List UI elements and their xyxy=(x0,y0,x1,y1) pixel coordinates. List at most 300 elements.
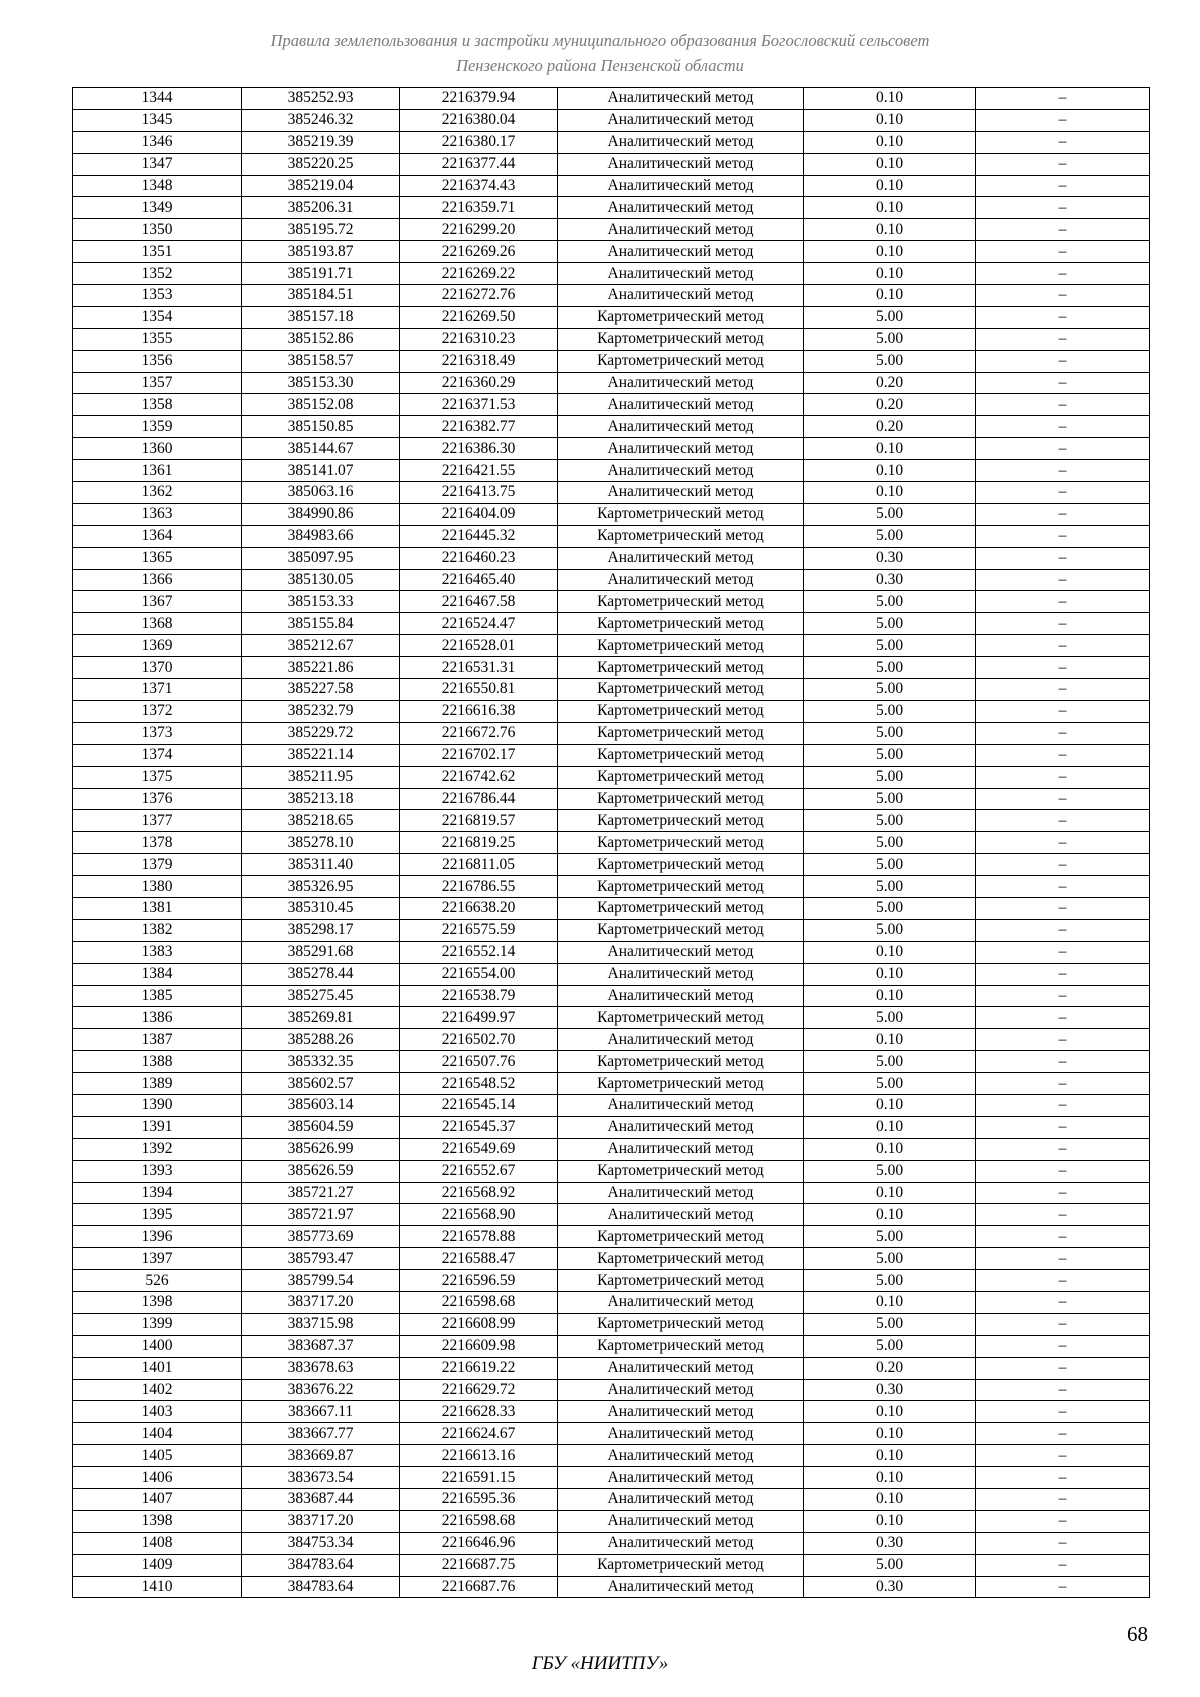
y-coordinate-cell: 2216588.47 xyxy=(400,1248,558,1270)
accuracy-cell: 0.30 xyxy=(804,1379,976,1401)
x-coordinate-cell: 385150.85 xyxy=(242,416,400,438)
x-coordinate-cell: 385298.17 xyxy=(242,919,400,941)
point-number-cell: 1352 xyxy=(73,263,242,285)
method-cell: Картометрический метод xyxy=(558,744,804,766)
table-row xyxy=(73,766,1150,788)
note-cell: – xyxy=(976,306,1150,328)
x-coordinate-cell: 384990.86 xyxy=(242,503,400,525)
y-coordinate-cell: 2216568.90 xyxy=(400,1204,558,1226)
table-row xyxy=(73,1401,1150,1423)
method-cell: Картометрический метод xyxy=(558,306,804,328)
method-cell: Аналитический метод xyxy=(558,416,804,438)
point-number-cell: 1388 xyxy=(73,1051,242,1073)
x-coordinate-cell: 385184.51 xyxy=(242,285,400,307)
note-cell: – xyxy=(976,1204,1150,1226)
x-coordinate-cell: 385097.95 xyxy=(242,547,400,569)
accuracy-cell: 5.00 xyxy=(804,744,976,766)
table-row xyxy=(73,263,1150,285)
point-number-cell: 1385 xyxy=(73,985,242,1007)
y-coordinate-cell: 2216360.29 xyxy=(400,372,558,394)
x-coordinate-cell: 385155.84 xyxy=(242,613,400,635)
method-cell: Картометрический метод xyxy=(558,1051,804,1073)
method-cell: Аналитический метод xyxy=(558,197,804,219)
y-coordinate-cell: 2216467.58 xyxy=(400,591,558,613)
table-row xyxy=(73,460,1150,482)
x-coordinate-cell: 385229.72 xyxy=(242,722,400,744)
x-coordinate-cell: 384983.66 xyxy=(242,525,400,547)
table-row xyxy=(73,88,1150,110)
x-coordinate-cell: 383667.11 xyxy=(242,1401,400,1423)
accuracy-cell: 5.00 xyxy=(804,788,976,810)
accuracy-cell: 0.10 xyxy=(804,263,976,285)
x-coordinate-cell: 385220.25 xyxy=(242,153,400,175)
method-cell: Картометрический метод xyxy=(558,503,804,525)
point-number-cell: 1390 xyxy=(73,1094,242,1116)
method-cell: Картометрический метод xyxy=(558,525,804,547)
point-number-cell: 1374 xyxy=(73,744,242,766)
point-number-cell: 1397 xyxy=(73,1248,242,1270)
method-cell: Картометрический метод xyxy=(558,657,804,679)
method-cell: Аналитический метод xyxy=(558,1489,804,1511)
table-row xyxy=(73,1160,1150,1182)
note-cell: – xyxy=(976,1160,1150,1182)
note-cell: – xyxy=(976,1467,1150,1489)
document-header xyxy=(0,28,1200,78)
method-cell: Аналитический метод xyxy=(558,219,804,241)
accuracy-cell: 0.10 xyxy=(804,109,976,131)
note-cell: – xyxy=(976,372,1150,394)
y-coordinate-cell: 2216404.09 xyxy=(400,503,558,525)
accuracy-cell: 0.10 xyxy=(804,219,976,241)
x-coordinate-cell: 385602.57 xyxy=(242,1073,400,1095)
note-cell: – xyxy=(976,1576,1150,1598)
table-row xyxy=(73,613,1150,635)
point-number-cell: 1358 xyxy=(73,394,242,416)
point-number-cell: 1348 xyxy=(73,175,242,197)
table-row xyxy=(73,131,1150,153)
method-cell: Аналитический метод xyxy=(558,1467,804,1489)
table-row xyxy=(73,1357,1150,1379)
x-coordinate-cell: 385195.72 xyxy=(242,219,400,241)
x-coordinate-cell: 385206.31 xyxy=(242,197,400,219)
accuracy-cell: 5.00 xyxy=(804,919,976,941)
method-cell: Аналитический метод xyxy=(558,1510,804,1532)
y-coordinate-cell: 2216272.76 xyxy=(400,285,558,307)
y-coordinate-cell: 2216538.79 xyxy=(400,985,558,1007)
accuracy-cell: 0.30 xyxy=(804,1576,976,1598)
accuracy-cell: 0.20 xyxy=(804,372,976,394)
table-row xyxy=(73,1051,1150,1073)
table-row xyxy=(73,1335,1150,1357)
table-row xyxy=(73,1489,1150,1511)
y-coordinate-cell: 2216616.38 xyxy=(400,700,558,722)
point-number-cell: 1355 xyxy=(73,328,242,350)
table-row xyxy=(73,525,1150,547)
table-row xyxy=(73,722,1150,744)
x-coordinate-cell: 383673.54 xyxy=(242,1467,400,1489)
method-cell: Картометрический метод xyxy=(558,350,804,372)
note-cell: – xyxy=(976,503,1150,525)
x-coordinate-cell: 385721.27 xyxy=(242,1182,400,1204)
note-cell: – xyxy=(976,175,1150,197)
x-coordinate-cell: 385193.87 xyxy=(242,241,400,263)
table-row xyxy=(73,919,1150,941)
accuracy-cell: 0.10 xyxy=(804,1423,976,1445)
point-number-cell: 1377 xyxy=(73,810,242,832)
point-number-cell: 1389 xyxy=(73,1073,242,1095)
table-row xyxy=(73,744,1150,766)
point-number-cell: 1350 xyxy=(73,219,242,241)
method-cell: Картометрический метод xyxy=(558,328,804,350)
table-row xyxy=(73,1029,1150,1051)
y-coordinate-cell: 2216269.50 xyxy=(400,306,558,328)
method-cell: Аналитический метод xyxy=(558,1138,804,1160)
point-number-cell: 526 xyxy=(73,1270,242,1292)
point-number-cell: 1391 xyxy=(73,1116,242,1138)
x-coordinate-cell: 385278.44 xyxy=(242,963,400,985)
note-cell: – xyxy=(976,460,1150,482)
x-coordinate-cell: 385326.95 xyxy=(242,876,400,898)
x-coordinate-cell: 385213.18 xyxy=(242,788,400,810)
method-cell: Картометрический метод xyxy=(558,613,804,635)
accuracy-cell: 5.00 xyxy=(804,306,976,328)
y-coordinate-cell: 2216269.22 xyxy=(400,263,558,285)
point-number-cell: 1354 xyxy=(73,306,242,328)
point-number-cell: 1372 xyxy=(73,700,242,722)
method-cell: Аналитический метод xyxy=(558,1291,804,1313)
accuracy-cell: 0.10 xyxy=(804,1182,976,1204)
y-coordinate-cell: 2216575.59 xyxy=(400,919,558,941)
y-coordinate-cell: 2216819.57 xyxy=(400,810,558,832)
x-coordinate-cell: 385221.86 xyxy=(242,657,400,679)
table-row xyxy=(73,372,1150,394)
x-coordinate-cell: 383678.63 xyxy=(242,1357,400,1379)
note-cell: – xyxy=(976,1291,1150,1313)
accuracy-cell: 5.00 xyxy=(804,832,976,854)
y-coordinate-cell: 2216380.04 xyxy=(400,109,558,131)
accuracy-cell: 5.00 xyxy=(804,766,976,788)
note-cell: – xyxy=(976,394,1150,416)
table-row xyxy=(73,416,1150,438)
table-row xyxy=(73,394,1150,416)
x-coordinate-cell: 383717.20 xyxy=(242,1510,400,1532)
method-cell: Картометрический метод xyxy=(558,700,804,722)
method-cell: Аналитический метод xyxy=(558,153,804,175)
x-coordinate-cell: 384783.64 xyxy=(242,1554,400,1576)
method-cell: Аналитический метод xyxy=(558,372,804,394)
point-number-cell: 1371 xyxy=(73,679,242,701)
point-number-cell: 1368 xyxy=(73,613,242,635)
page-number: 68 xyxy=(1127,1622,1148,1646)
accuracy-cell: 5.00 xyxy=(804,1270,976,1292)
method-cell: Аналитический метод xyxy=(558,88,804,110)
table-row xyxy=(73,897,1150,919)
accuracy-cell: 5.00 xyxy=(804,1160,976,1182)
y-coordinate-cell: 2216380.17 xyxy=(400,131,558,153)
method-cell: Аналитический метод xyxy=(558,241,804,263)
note-cell: – xyxy=(976,1313,1150,1335)
note-cell: – xyxy=(976,635,1150,657)
y-coordinate-cell: 2216608.99 xyxy=(400,1313,558,1335)
y-coordinate-cell: 2216382.77 xyxy=(400,416,558,438)
method-cell: Аналитический метод xyxy=(558,438,804,460)
table-row xyxy=(73,810,1150,832)
y-coordinate-cell: 2216702.17 xyxy=(400,744,558,766)
note-cell: – xyxy=(976,1423,1150,1445)
method-cell: Картометрический метод xyxy=(558,897,804,919)
note-cell: – xyxy=(976,1007,1150,1029)
x-coordinate-cell: 385246.32 xyxy=(242,109,400,131)
accuracy-cell: 0.20 xyxy=(804,394,976,416)
method-cell: Аналитический метод xyxy=(558,985,804,1007)
note-cell: – xyxy=(976,109,1150,131)
table-row xyxy=(73,547,1150,569)
method-cell: Картометрический метод xyxy=(558,1226,804,1248)
point-number-cell: 1370 xyxy=(73,657,242,679)
y-coordinate-cell: 2216502.70 xyxy=(400,1029,558,1051)
y-coordinate-cell: 2216524.47 xyxy=(400,613,558,635)
point-number-cell: 1400 xyxy=(73,1335,242,1357)
note-cell: – xyxy=(976,1489,1150,1511)
x-coordinate-cell: 385191.71 xyxy=(242,263,400,285)
y-coordinate-cell: 2216359.71 xyxy=(400,197,558,219)
coordinates-table xyxy=(72,87,1150,1598)
point-number-cell: 1381 xyxy=(73,897,242,919)
point-number-cell: 1398 xyxy=(73,1291,242,1313)
point-number-cell: 1347 xyxy=(73,153,242,175)
x-coordinate-cell: 385291.68 xyxy=(242,941,400,963)
note-cell: – xyxy=(976,1510,1150,1532)
x-coordinate-cell: 385604.59 xyxy=(242,1116,400,1138)
accuracy-cell: 5.00 xyxy=(804,1051,976,1073)
table-row xyxy=(73,241,1150,263)
method-cell: Картометрический метод xyxy=(558,810,804,832)
y-coordinate-cell: 2216548.52 xyxy=(400,1073,558,1095)
table-row xyxy=(73,1532,1150,1554)
y-coordinate-cell: 2216811.05 xyxy=(400,854,558,876)
accuracy-cell: 5.00 xyxy=(804,679,976,701)
note-cell: – xyxy=(976,1226,1150,1248)
note-cell: – xyxy=(976,1051,1150,1073)
accuracy-cell: 0.20 xyxy=(804,1357,976,1379)
note-cell: – xyxy=(976,88,1150,110)
point-number-cell: 1387 xyxy=(73,1029,242,1051)
point-number-cell: 1408 xyxy=(73,1532,242,1554)
method-cell: Картометрический метод xyxy=(558,1554,804,1576)
method-cell: Картометрический метод xyxy=(558,788,804,810)
note-cell: – xyxy=(976,657,1150,679)
accuracy-cell: 0.10 xyxy=(804,985,976,1007)
note-cell: – xyxy=(976,1554,1150,1576)
point-number-cell: 1378 xyxy=(73,832,242,854)
method-cell: Аналитический метод xyxy=(558,263,804,285)
note-cell: – xyxy=(976,547,1150,569)
table-row xyxy=(73,876,1150,898)
note-cell: – xyxy=(976,1445,1150,1467)
point-number-cell: 1393 xyxy=(73,1160,242,1182)
x-coordinate-cell: 385227.58 xyxy=(242,679,400,701)
x-coordinate-cell: 383717.20 xyxy=(242,1291,400,1313)
method-cell: Аналитический метод xyxy=(558,109,804,131)
table-row xyxy=(73,1291,1150,1313)
x-coordinate-cell: 385332.35 xyxy=(242,1051,400,1073)
table-row xyxy=(73,591,1150,613)
table-row xyxy=(73,109,1150,131)
method-cell: Картометрический метод xyxy=(558,832,804,854)
y-coordinate-cell: 2216531.31 xyxy=(400,657,558,679)
x-coordinate-cell: 383667.77 xyxy=(242,1423,400,1445)
accuracy-cell: 5.00 xyxy=(804,897,976,919)
x-coordinate-cell: 385212.67 xyxy=(242,635,400,657)
y-coordinate-cell: 2216269.26 xyxy=(400,241,558,263)
table-row xyxy=(73,1094,1150,1116)
note-cell: – xyxy=(976,1335,1150,1357)
method-cell: Картометрический метод xyxy=(558,854,804,876)
accuracy-cell: 0.10 xyxy=(804,963,976,985)
note-cell: – xyxy=(976,350,1150,372)
method-cell: Аналитический метод xyxy=(558,1116,804,1138)
point-number-cell: 1398 xyxy=(73,1510,242,1532)
accuracy-cell: 5.00 xyxy=(804,328,976,350)
table-row xyxy=(73,985,1150,1007)
y-coordinate-cell: 2216374.43 xyxy=(400,175,558,197)
y-coordinate-cell: 2216819.25 xyxy=(400,832,558,854)
y-coordinate-cell: 2216624.67 xyxy=(400,1423,558,1445)
note-cell: – xyxy=(976,613,1150,635)
table-row xyxy=(73,1116,1150,1138)
point-number-cell: 1382 xyxy=(73,919,242,941)
y-coordinate-cell: 2216786.44 xyxy=(400,788,558,810)
y-coordinate-cell: 2216628.33 xyxy=(400,1401,558,1423)
point-number-cell: 1351 xyxy=(73,241,242,263)
y-coordinate-cell: 2216613.16 xyxy=(400,1445,558,1467)
method-cell: Картометрический метод xyxy=(558,1335,804,1357)
y-coordinate-cell: 2216371.53 xyxy=(400,394,558,416)
x-coordinate-cell: 385141.07 xyxy=(242,460,400,482)
accuracy-cell: 5.00 xyxy=(804,635,976,657)
table-row xyxy=(73,1576,1150,1598)
table-row xyxy=(73,482,1150,504)
accuracy-cell: 0.10 xyxy=(804,438,976,460)
x-coordinate-cell: 385130.05 xyxy=(242,569,400,591)
method-cell: Аналитический метод xyxy=(558,1576,804,1598)
note-cell: – xyxy=(976,985,1150,1007)
y-coordinate-cell: 2216638.20 xyxy=(400,897,558,919)
accuracy-cell: 0.10 xyxy=(804,285,976,307)
point-number-cell: 1344 xyxy=(73,88,242,110)
point-number-cell: 1380 xyxy=(73,876,242,898)
accuracy-cell: 5.00 xyxy=(804,1313,976,1335)
point-number-cell: 1367 xyxy=(73,591,242,613)
note-cell: – xyxy=(976,1029,1150,1051)
method-cell: Картометрический метод xyxy=(558,1007,804,1029)
note-cell: – xyxy=(976,1116,1150,1138)
point-number-cell: 1365 xyxy=(73,547,242,569)
accuracy-cell: 0.10 xyxy=(804,1029,976,1051)
note-cell: – xyxy=(976,1401,1150,1423)
accuracy-cell: 0.10 xyxy=(804,1489,976,1511)
x-coordinate-cell: 385158.57 xyxy=(242,350,400,372)
x-coordinate-cell: 384753.34 xyxy=(242,1532,400,1554)
x-coordinate-cell: 385773.69 xyxy=(242,1226,400,1248)
note-cell: – xyxy=(976,438,1150,460)
x-coordinate-cell: 385603.14 xyxy=(242,1094,400,1116)
y-coordinate-cell: 2216578.88 xyxy=(400,1226,558,1248)
point-number-cell: 1366 xyxy=(73,569,242,591)
accuracy-cell: 0.10 xyxy=(804,175,976,197)
table-row xyxy=(73,569,1150,591)
method-cell: Аналитический метод xyxy=(558,175,804,197)
note-cell: – xyxy=(976,810,1150,832)
accuracy-cell: 5.00 xyxy=(804,1007,976,1029)
y-coordinate-cell: 2216687.75 xyxy=(400,1554,558,1576)
accuracy-cell: 0.10 xyxy=(804,1116,976,1138)
y-coordinate-cell: 2216552.14 xyxy=(400,941,558,963)
y-coordinate-cell: 2216545.14 xyxy=(400,1094,558,1116)
method-cell: Аналитический метод xyxy=(558,1379,804,1401)
note-cell: – xyxy=(976,482,1150,504)
y-coordinate-cell: 2216672.76 xyxy=(400,722,558,744)
point-number-cell: 1399 xyxy=(73,1313,242,1335)
method-cell: Картометрический метод xyxy=(558,591,804,613)
accuracy-cell: 0.10 xyxy=(804,1467,976,1489)
note-cell: – xyxy=(976,285,1150,307)
accuracy-cell: 0.10 xyxy=(804,482,976,504)
table-row xyxy=(73,832,1150,854)
note-cell: – xyxy=(976,328,1150,350)
y-coordinate-cell: 2216598.68 xyxy=(400,1291,558,1313)
note-cell: – xyxy=(976,1379,1150,1401)
accuracy-cell: 0.10 xyxy=(804,941,976,963)
x-coordinate-cell: 385219.39 xyxy=(242,131,400,153)
x-coordinate-cell: 383687.37 xyxy=(242,1335,400,1357)
point-number-cell: 1409 xyxy=(73,1554,242,1576)
x-coordinate-cell: 385232.79 xyxy=(242,700,400,722)
point-number-cell: 1346 xyxy=(73,131,242,153)
method-cell: Аналитический метод xyxy=(558,1423,804,1445)
y-coordinate-cell: 2216549.69 xyxy=(400,1138,558,1160)
table-row xyxy=(73,1248,1150,1270)
point-number-cell: 1375 xyxy=(73,766,242,788)
method-cell: Аналитический метод xyxy=(558,1204,804,1226)
y-coordinate-cell: 2216568.92 xyxy=(400,1182,558,1204)
y-coordinate-cell: 2216742.62 xyxy=(400,766,558,788)
y-coordinate-cell: 2216554.00 xyxy=(400,963,558,985)
accuracy-cell: 5.00 xyxy=(804,1335,976,1357)
method-cell: Аналитический метод xyxy=(558,1029,804,1051)
note-cell: – xyxy=(976,241,1150,263)
note-cell: – xyxy=(976,854,1150,876)
x-coordinate-cell: 385252.93 xyxy=(242,88,400,110)
x-coordinate-cell: 385152.08 xyxy=(242,394,400,416)
method-cell: Аналитический метод xyxy=(558,1445,804,1467)
accuracy-cell: 5.00 xyxy=(804,1554,976,1576)
accuracy-cell: 0.10 xyxy=(804,88,976,110)
accuracy-cell: 5.00 xyxy=(804,700,976,722)
point-number-cell: 1362 xyxy=(73,482,242,504)
note-cell: – xyxy=(976,897,1150,919)
accuracy-cell: 0.10 xyxy=(804,1204,976,1226)
point-number-cell: 1364 xyxy=(73,525,242,547)
note-cell: – xyxy=(976,219,1150,241)
x-coordinate-cell: 385278.10 xyxy=(242,832,400,854)
note-cell: – xyxy=(976,197,1150,219)
coordinates-table-body xyxy=(73,88,1150,1598)
x-coordinate-cell: 385288.26 xyxy=(242,1029,400,1051)
method-cell: Картометрический метод xyxy=(558,1073,804,1095)
point-number-cell: 1405 xyxy=(73,1445,242,1467)
point-number-cell: 1360 xyxy=(73,438,242,460)
